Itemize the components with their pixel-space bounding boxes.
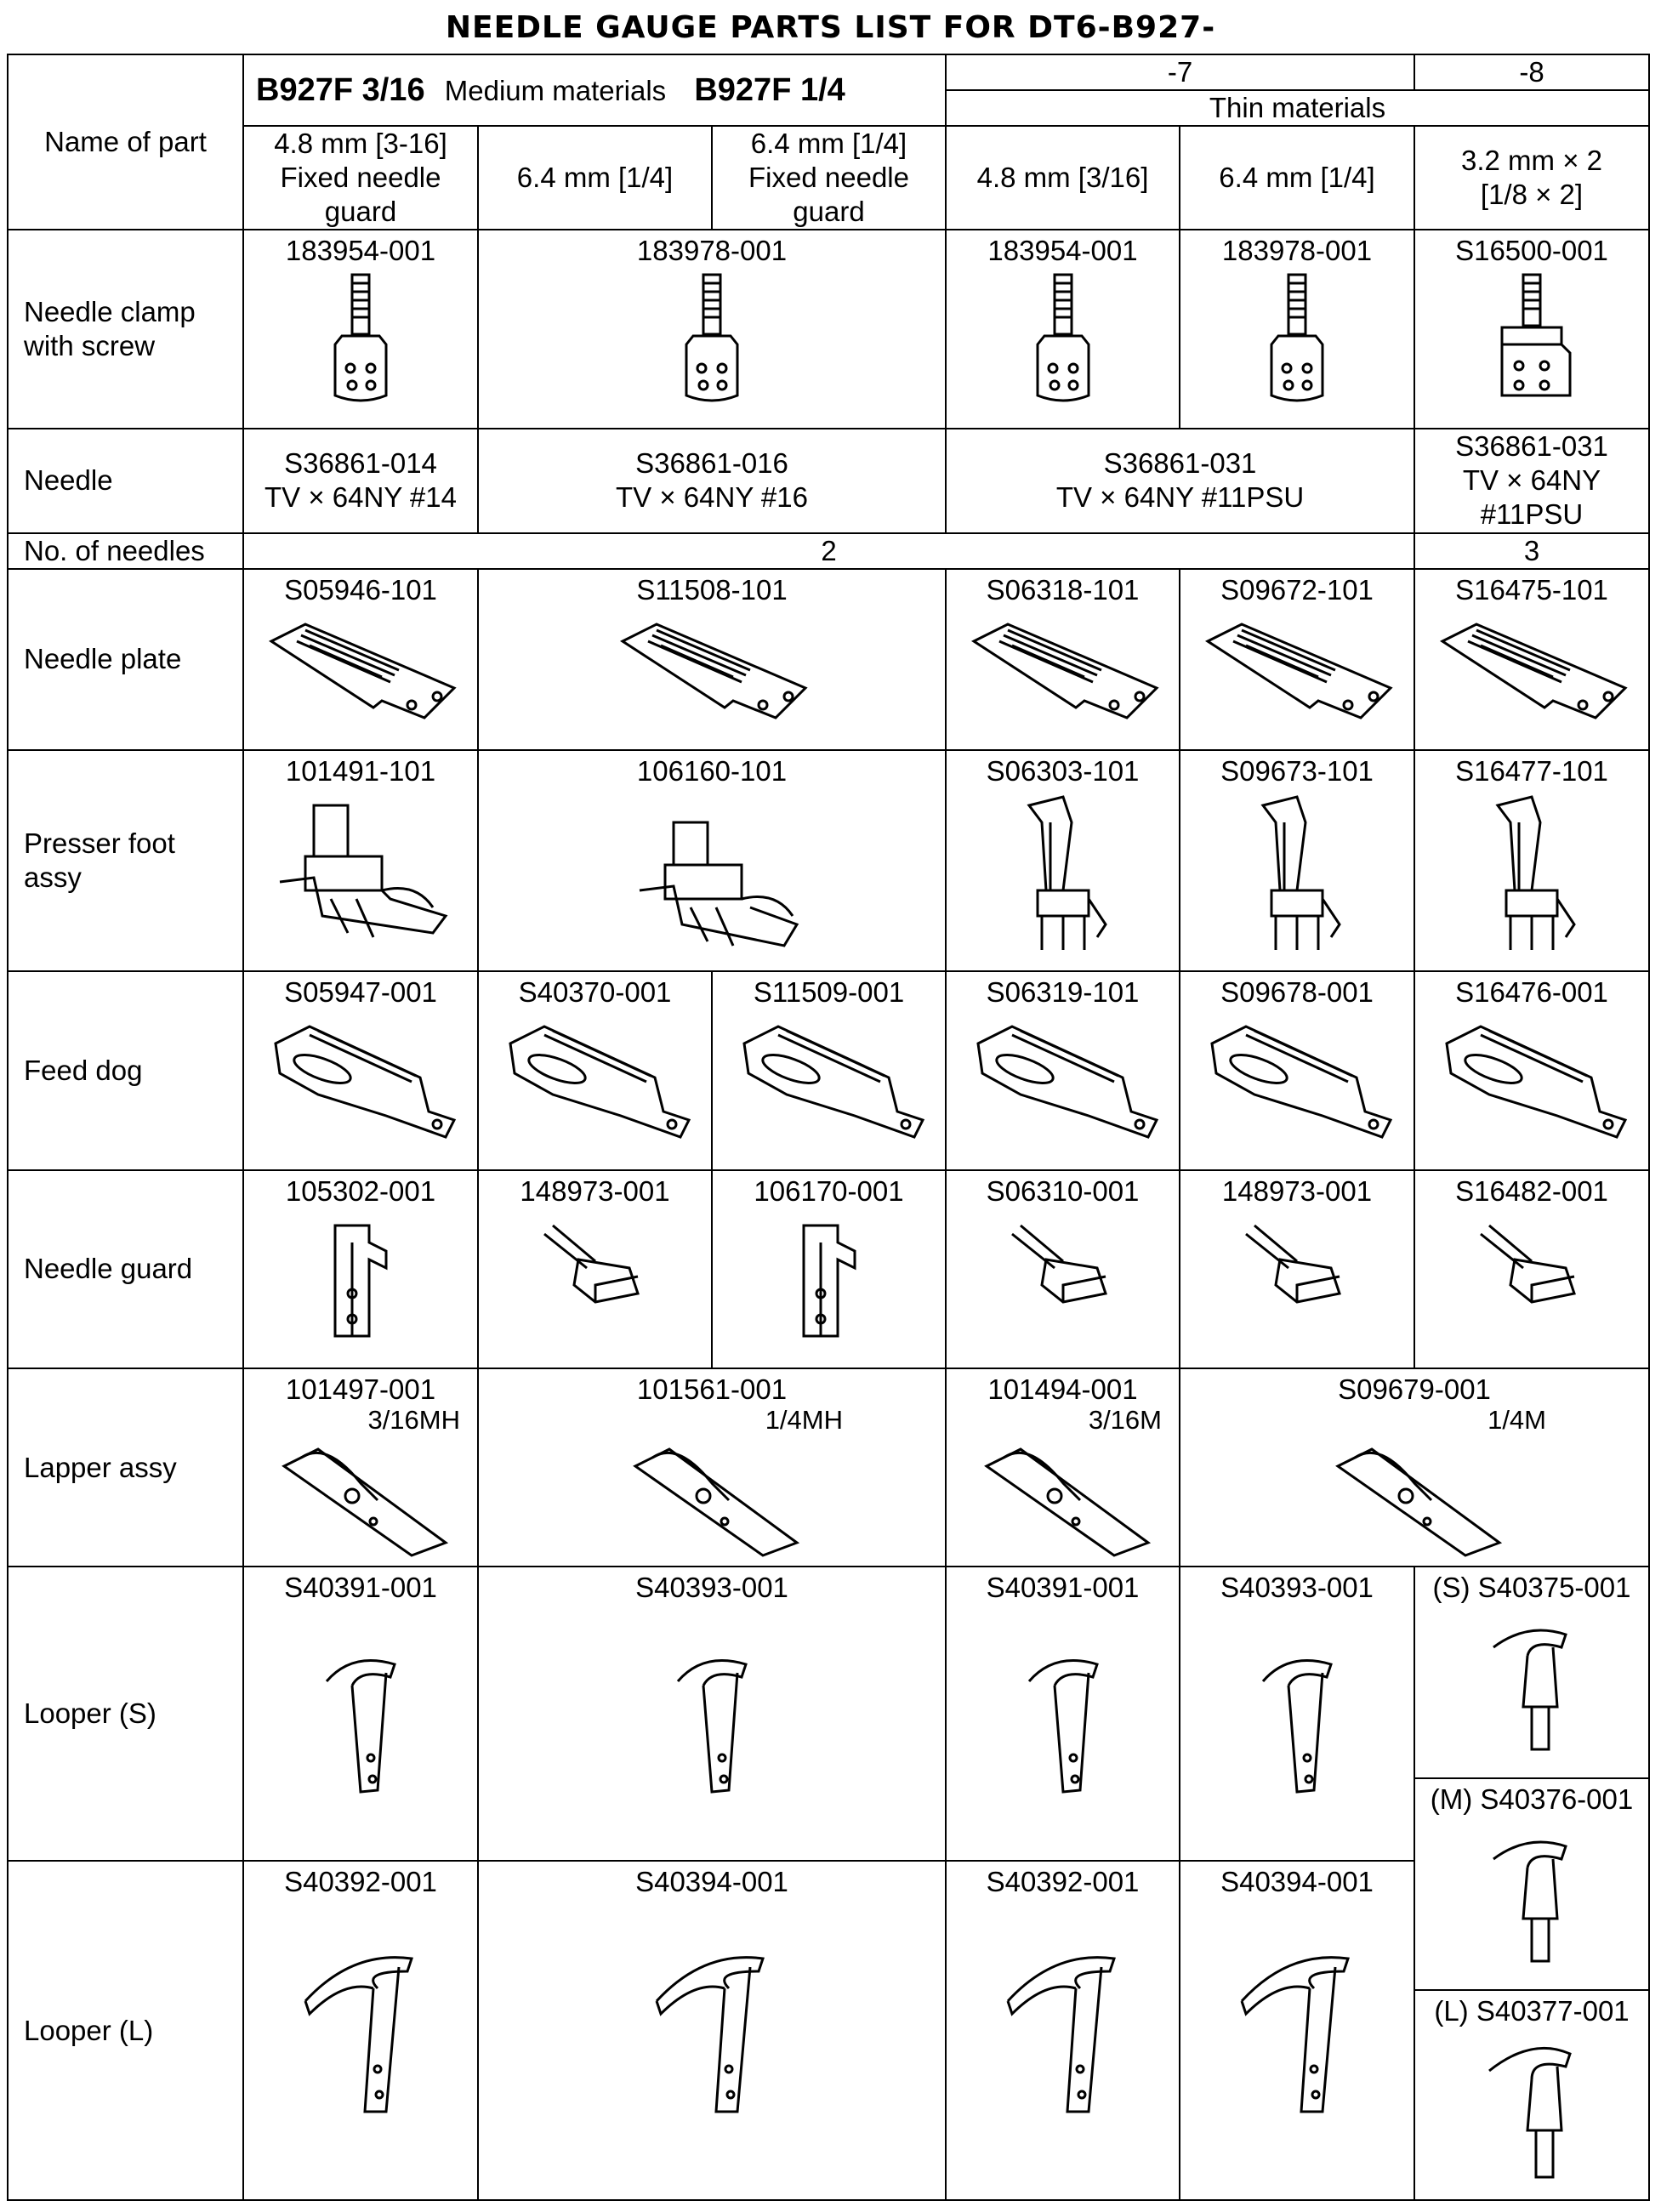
part-number: S09673-101 <box>1220 754 1374 787</box>
row-name-needle-clamp <box>8 230 243 428</box>
part-cell <box>243 429 478 533</box>
part-cell <box>243 1567 478 1861</box>
looper-l-icon <box>644 1950 780 2120</box>
header-name-of-part <box>8 54 243 230</box>
feed-dog-icon <box>1195 1009 1399 1146</box>
lapper-size: 3/16MH <box>367 1404 460 1435</box>
needle-clamp-icon <box>1012 268 1114 421</box>
col-8-label: -8 <box>1519 56 1544 88</box>
part-number: 183954-001 <box>987 235 1138 267</box>
needle-guard-icon <box>1464 1208 1600 1328</box>
gauge-line: guard <box>324 196 397 228</box>
lapper-icon <box>618 1432 805 1560</box>
part-cell <box>478 1861 946 2200</box>
model-b927f-316: B927F 3/16 <box>256 71 425 108</box>
part-cell <box>243 1861 478 2200</box>
part-cell <box>243 1368 478 1567</box>
part-number: S36861-016 <box>635 447 788 480</box>
looper-s-icon <box>1012 1647 1114 1800</box>
gauge-line: 6.4 mm [1/4] <box>1219 162 1375 194</box>
gauge-cell <box>478 126 712 230</box>
part-number: S36861-031 <box>1455 430 1608 463</box>
part-cell <box>243 750 478 972</box>
gauge-line: Fixed needle <box>748 162 909 194</box>
lapper-icon <box>1321 1432 1508 1560</box>
part-cell <box>478 750 946 972</box>
row-name-line: Looper (S) <box>24 1697 156 1730</box>
page-title: NEEDLE GAUGE PARTS LIST FOR DT6-B927- <box>445 10 1216 45</box>
part-cell <box>946 230 1180 428</box>
gauge-line: 6.4 mm [1/4] <box>516 162 674 194</box>
row-name-no-of-needles <box>8 533 243 569</box>
part-cell <box>1414 750 1649 972</box>
part-number: 183954-001 <box>285 235 436 267</box>
part-number: S36861-014 <box>284 447 437 480</box>
part-number: 101494-001 <box>987 1373 1138 1405</box>
part-number: 106160-101 <box>636 754 788 787</box>
part-cell <box>1180 1861 1414 2200</box>
part-spec: TV × 64NY <box>1462 464 1601 497</box>
part-cell <box>243 1170 478 1368</box>
part-cell <box>946 429 1414 533</box>
lapper-icon <box>267 1432 454 1560</box>
col-7-label: -7 <box>1167 56 1193 88</box>
part-spec: #11PSU <box>1480 498 1584 531</box>
gauge-line: 4.8 mm [3/16] <box>976 162 1149 194</box>
part-cell <box>478 230 946 428</box>
feed-dog-icon <box>727 1009 931 1146</box>
presser-foot-thin-icon <box>1472 788 1591 958</box>
gauge-line: 4.8 mm [3-16] <box>274 128 447 160</box>
part-cell <box>243 971 478 1169</box>
presser-foot-thin-icon <box>1237 788 1357 958</box>
presser-foot-icon <box>263 788 458 958</box>
part-number: S05947-001 <box>284 976 437 1009</box>
part-cell <box>478 569 946 749</box>
lapper-size: 3/16M <box>1088 1404 1162 1435</box>
feed-dog-icon <box>961 1009 1165 1146</box>
part-cell <box>1414 429 1649 533</box>
gauge-line: 6.4 mm [1/4] <box>750 128 907 160</box>
gauge-cell <box>1414 126 1649 230</box>
looper-3-icon <box>1481 2037 1583 2181</box>
part-number: 148973-001 <box>520 1174 670 1207</box>
presser-foot-thin-icon <box>1004 788 1123 958</box>
needle-plate-icon <box>1191 607 1403 735</box>
needle-count: 2 <box>821 535 837 567</box>
part-spec: TV × 64NY #16 <box>616 481 808 514</box>
part-cell <box>1414 971 1649 1169</box>
part-cell <box>946 971 1180 1169</box>
looper-l-icon <box>995 1950 1131 2120</box>
row-name-line: Needle <box>24 464 113 497</box>
part-number: S16500-001 <box>1455 235 1608 267</box>
needle-plate-icon <box>254 607 467 735</box>
needle-clamp-3-icon <box>1476 268 1587 421</box>
part-number: S16477-101 <box>1455 754 1608 787</box>
header-medium-materials <box>243 54 946 126</box>
gauge-cell <box>1180 126 1414 230</box>
header-col-7 <box>946 54 1414 90</box>
part-cell <box>946 1170 1180 1368</box>
needle-clamp-icon <box>310 268 412 421</box>
part-cell <box>946 1861 1180 2200</box>
needle-clamp-icon <box>1246 268 1348 421</box>
feed-dog-icon <box>493 1009 697 1146</box>
row-name-line: Needle plate <box>24 643 182 675</box>
part-cell <box>1180 971 1414 1169</box>
row-name-needle-plate <box>8 569 243 749</box>
lapper-icon <box>970 1432 1157 1560</box>
name-of-part-label: Name of part <box>44 126 207 158</box>
row-name-line: Lapper assy <box>24 1451 177 1483</box>
part-spec: TV × 64NY #11PSU <box>1055 481 1305 514</box>
row-name-needle-guard <box>8 1170 243 1368</box>
row-name-line: No. of needles <box>24 535 205 567</box>
part-cell <box>946 1368 1180 1567</box>
part-number: 105302-001 <box>285 1174 436 1207</box>
part-number: S16475-101 <box>1455 574 1608 606</box>
part-number: S06319-101 <box>986 976 1140 1009</box>
header-col-8 <box>1414 54 1649 90</box>
needle-guard-icon <box>995 1208 1131 1328</box>
lapper-size: 1/4MH <box>765 1404 843 1435</box>
part-cell <box>1180 1567 1414 1861</box>
row-name-feed-dog <box>8 971 243 1169</box>
part-number: S40392-001 <box>986 1866 1140 1898</box>
needle-plate-icon <box>606 607 818 735</box>
part-number: 101491-101 <box>285 754 436 787</box>
part-number: S40391-001 <box>284 1572 437 1604</box>
part-cell <box>712 1170 946 1368</box>
part-number: S36861-031 <box>1103 447 1257 480</box>
gauge-cell <box>243 126 478 230</box>
row-name-lapper <box>8 1368 243 1567</box>
gauge-line: [1/8 × 2] <box>1480 179 1584 211</box>
row-name-line: Needle clamp <box>24 296 196 328</box>
row-name-looper-s <box>8 1567 243 1861</box>
part-number: S40393-001 <box>1220 1572 1374 1604</box>
part-number: S06310-001 <box>986 1174 1140 1207</box>
parts-table <box>7 54 1650 2201</box>
part-cell <box>478 971 712 1169</box>
feed-dog-icon <box>1430 1009 1634 1146</box>
row-name-line: assy <box>24 861 82 893</box>
needle-plate-icon <box>1425 607 1638 735</box>
row-name-line: Presser foot <box>24 827 175 859</box>
part-number: S40370-001 <box>518 976 672 1009</box>
part-number: S09672-101 <box>1220 574 1374 606</box>
needle-guard-icon <box>527 1208 663 1328</box>
needle-count: 3 <box>1523 535 1540 567</box>
part-cell <box>1414 569 1649 749</box>
looper-l-icon <box>293 1950 429 2120</box>
col8-looper-m <box>1415 1779 1648 1991</box>
looper-3-icon <box>1481 1834 1583 1970</box>
part-cell <box>946 1567 1180 1861</box>
feed-dog-icon <box>259 1009 463 1146</box>
needle-guard-icon <box>1229 1208 1365 1328</box>
part-number: S11508-101 <box>636 574 788 606</box>
gauge-cell <box>946 126 1180 230</box>
needle-clamp-icon <box>661 268 763 421</box>
part-cell <box>243 569 478 749</box>
needle-count-cell <box>243 533 1414 569</box>
col8-looper-s <box>1415 1567 1648 1779</box>
gauge-cell <box>712 126 946 230</box>
part-cell <box>1180 750 1414 972</box>
row-name-line: Feed dog <box>24 1054 143 1086</box>
header-thin-materials <box>946 90 1649 126</box>
part-cell <box>478 1368 946 1567</box>
part-number: S05946-101 <box>284 574 437 606</box>
looper-s-icon <box>1246 1647 1348 1800</box>
looper-s-icon <box>661 1647 763 1800</box>
part-number: (S) S40375-001 <box>1432 1572 1631 1604</box>
part-cell <box>478 1170 712 1368</box>
presser-foot-icon <box>614 788 810 958</box>
part-cell <box>1180 1368 1649 1567</box>
part-cell <box>1414 230 1649 428</box>
row-name-line: with screw <box>24 330 156 362</box>
gauge-line: Fixed needle <box>280 162 441 194</box>
part-number: S06318-101 <box>986 574 1140 606</box>
part-cell <box>478 429 946 533</box>
looper-l-icon <box>1229 1950 1365 2120</box>
gauge-line: 3.2 mm × 2 <box>1461 145 1602 177</box>
part-number: 183978-001 <box>636 235 788 267</box>
needle-plate-icon <box>957 607 1169 735</box>
row-name-looper-l <box>8 1861 243 2200</box>
row-name-line: Looper (L) <box>24 2014 154 2046</box>
part-cell <box>1180 569 1414 749</box>
part-number: (M) S40376-001 <box>1430 1783 1634 1816</box>
part-number: S09678-001 <box>1220 976 1374 1009</box>
part-number: 101561-001 <box>636 1373 788 1405</box>
part-number: 183978-001 <box>1221 235 1373 267</box>
row-name-presser-foot <box>8 750 243 972</box>
model-b927f-14: B927F 1/4 <box>694 71 845 108</box>
part-number: S40394-001 <box>1220 1866 1374 1898</box>
medium-materials-label: Medium materials <box>444 74 667 106</box>
part-cell <box>1414 1170 1649 1368</box>
part-number: S40391-001 <box>986 1572 1140 1604</box>
gauge-line: guard <box>793 196 865 228</box>
needle-guard-fixed-icon <box>778 1208 880 1345</box>
part-cell <box>243 230 478 428</box>
col8-looper-cell <box>1414 1567 1649 2200</box>
looper-s-icon <box>310 1647 412 1800</box>
part-number: (L) S40377-001 <box>1434 1995 1630 2027</box>
part-spec: TV × 64NY #14 <box>265 481 457 514</box>
needle-guard-fixed-icon <box>310 1208 412 1345</box>
thin-materials-label: Thin materials <box>1209 92 1386 124</box>
part-number: S40393-001 <box>635 1572 788 1604</box>
part-number: S16482-001 <box>1455 1174 1608 1207</box>
part-cell <box>478 1567 946 1861</box>
row-name-needle <box>8 429 243 533</box>
part-number: S40392-001 <box>284 1866 437 1898</box>
looper-3-icon <box>1481 1622 1583 1758</box>
part-number: S11509-001 <box>753 976 905 1009</box>
part-number: 101497-001 <box>285 1373 436 1405</box>
part-cell <box>712 971 946 1169</box>
needle-count-cell <box>1414 533 1649 569</box>
part-number: S16476-001 <box>1455 976 1608 1009</box>
col8-looper-l <box>1415 1991 1648 2186</box>
lapper-size: 1/4M <box>1488 1404 1546 1435</box>
part-cell <box>1180 230 1414 428</box>
part-number: S09679-001 <box>1338 1373 1491 1405</box>
part-cell <box>1180 1170 1414 1368</box>
part-number: 106170-001 <box>754 1174 904 1207</box>
part-number: 148973-001 <box>1221 1174 1373 1207</box>
row-name-line: Needle guard <box>24 1253 193 1285</box>
part-cell <box>946 569 1180 749</box>
part-cell <box>946 750 1180 972</box>
part-number: S40394-001 <box>635 1866 788 1898</box>
part-number: S06303-101 <box>986 754 1140 787</box>
